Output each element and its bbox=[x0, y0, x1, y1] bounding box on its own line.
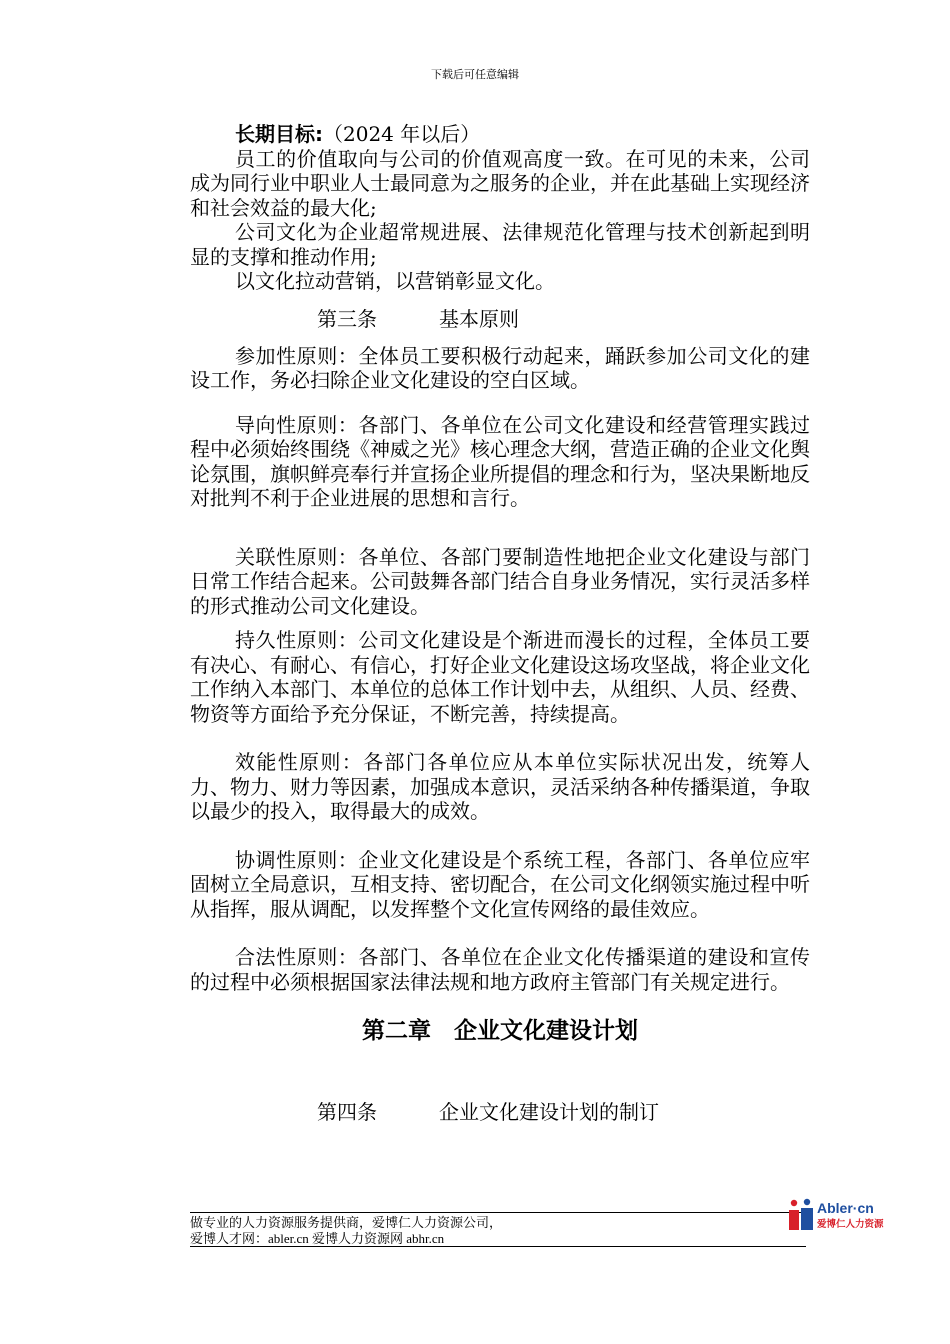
principle-persistence: 持久性原则：公司文化建设是个渐进而漫长的过程，全体员工要有决心、有耐心、有信心，打好企业文化建设这场攻坚战，将企业文化工作纳入本部门、本单位的总体工作计划中去，从组织、人员、经费、物资等方面给予充分保证，不断完善，持续提高。 bbox=[190, 628, 810, 726]
principle-relevance: 关联性原则：各单位、各部门要制造性地把企业文化建设与部门日常工作结合起来。公司鼓舞各部门结合自身业务情况，实行灵活多样的形式推动公司文化建设。 bbox=[190, 544, 810, 618]
longterm-label: 长期目标: bbox=[235, 122, 323, 146]
chapter-2-title: 第二章 企业文化建设计划 bbox=[362, 1018, 638, 1044]
footer-line-1: 做专业的人力资源服务提供商，爱博仁人力资源公司， bbox=[190, 1215, 503, 1230]
longterm-goal-3: 以文化拉动营销，以营销彰显文化。 bbox=[235, 269, 555, 293]
article-4-title: 企业文化建设计划的制订 bbox=[439, 1100, 659, 1124]
footer-rule bbox=[190, 1246, 806, 1247]
abler-logo-icon bbox=[786, 1196, 898, 1232]
longterm-goal-1: 员工的价值取向与公司的价值观高度一致。在可见的未来，公司成为同行业中职业人士最同意为之服务的企业，并在此基础上实现经济和社会效益的最大化; bbox=[190, 146, 810, 220]
logo-brand: Abler·cn bbox=[817, 1200, 874, 1216]
article-3-title: 基本原则 bbox=[439, 306, 519, 331]
principle-legality: 合法性原则：各部门、各单位在企业文化传播渠道的建设和宣传的过程中必须根据国家法律法规和地方政府主管部门有关规定进行。 bbox=[190, 945, 810, 994]
article-3-heading bbox=[190, 307, 810, 331]
principle-efficiency: 效能性原则：各部门各单位应从本单位实际状况出发，统筹人力、物力、财力等因素，加强成本意识，灵活采纳各种传播渠道，争取以最少的投入，取得最大的成效。 bbox=[190, 750, 810, 823]
article-4-number: 第四条 bbox=[317, 1100, 377, 1124]
principle-participation: 参加性原则：全体员工要积极行动起来，踊跃参加公司文化的建设工作，务必扫除企业文化建设的空白区域。 bbox=[190, 343, 810, 392]
article-4-heading bbox=[190, 1100, 810, 1124]
longterm-goal-2: 公司文化为企业超常规进展、法律规范化管理与技术创新起到明显的支撑和推动作用; bbox=[190, 220, 810, 269]
principle-guidance: 导向性原则：各部门、各单位在公司文化建设和经营管理实践过程中必须始终围绕《神威之光》核心理念大纲，营造正确的企业文化舆论氛围，旗帜鲜亮奉行并宣扬企业所提倡的理念和行为，坚决果断地反对批判不利于企业进展的思想和言行。 bbox=[190, 412, 810, 510]
document-body bbox=[190, 122, 810, 1124]
header-note: 下载后可任意编辑 bbox=[431, 69, 519, 81]
principle-coordination: 协调性原则：企业文化建设是个系统工程，各部门、各单位应牢固树立全局意识，互相支持、密切配合，在公司文化纲领实施过程中听从指挥，服从调配，以发挥整个文化宣传网络的最佳效应。 bbox=[190, 847, 810, 921]
longterm-heading bbox=[190, 122, 810, 147]
logo-tagline: 爱博仁人力资源 bbox=[817, 1219, 884, 1230]
footer-line-2: 爱博人才网：abler.cn 爱博人力资源网 abhr.cn bbox=[190, 1231, 445, 1246]
article-3-number: 第三条 bbox=[317, 306, 377, 331]
longterm-period: （2024 年以后） bbox=[323, 122, 481, 146]
footer bbox=[190, 1212, 806, 1247]
abler-logo bbox=[786, 1196, 898, 1232]
